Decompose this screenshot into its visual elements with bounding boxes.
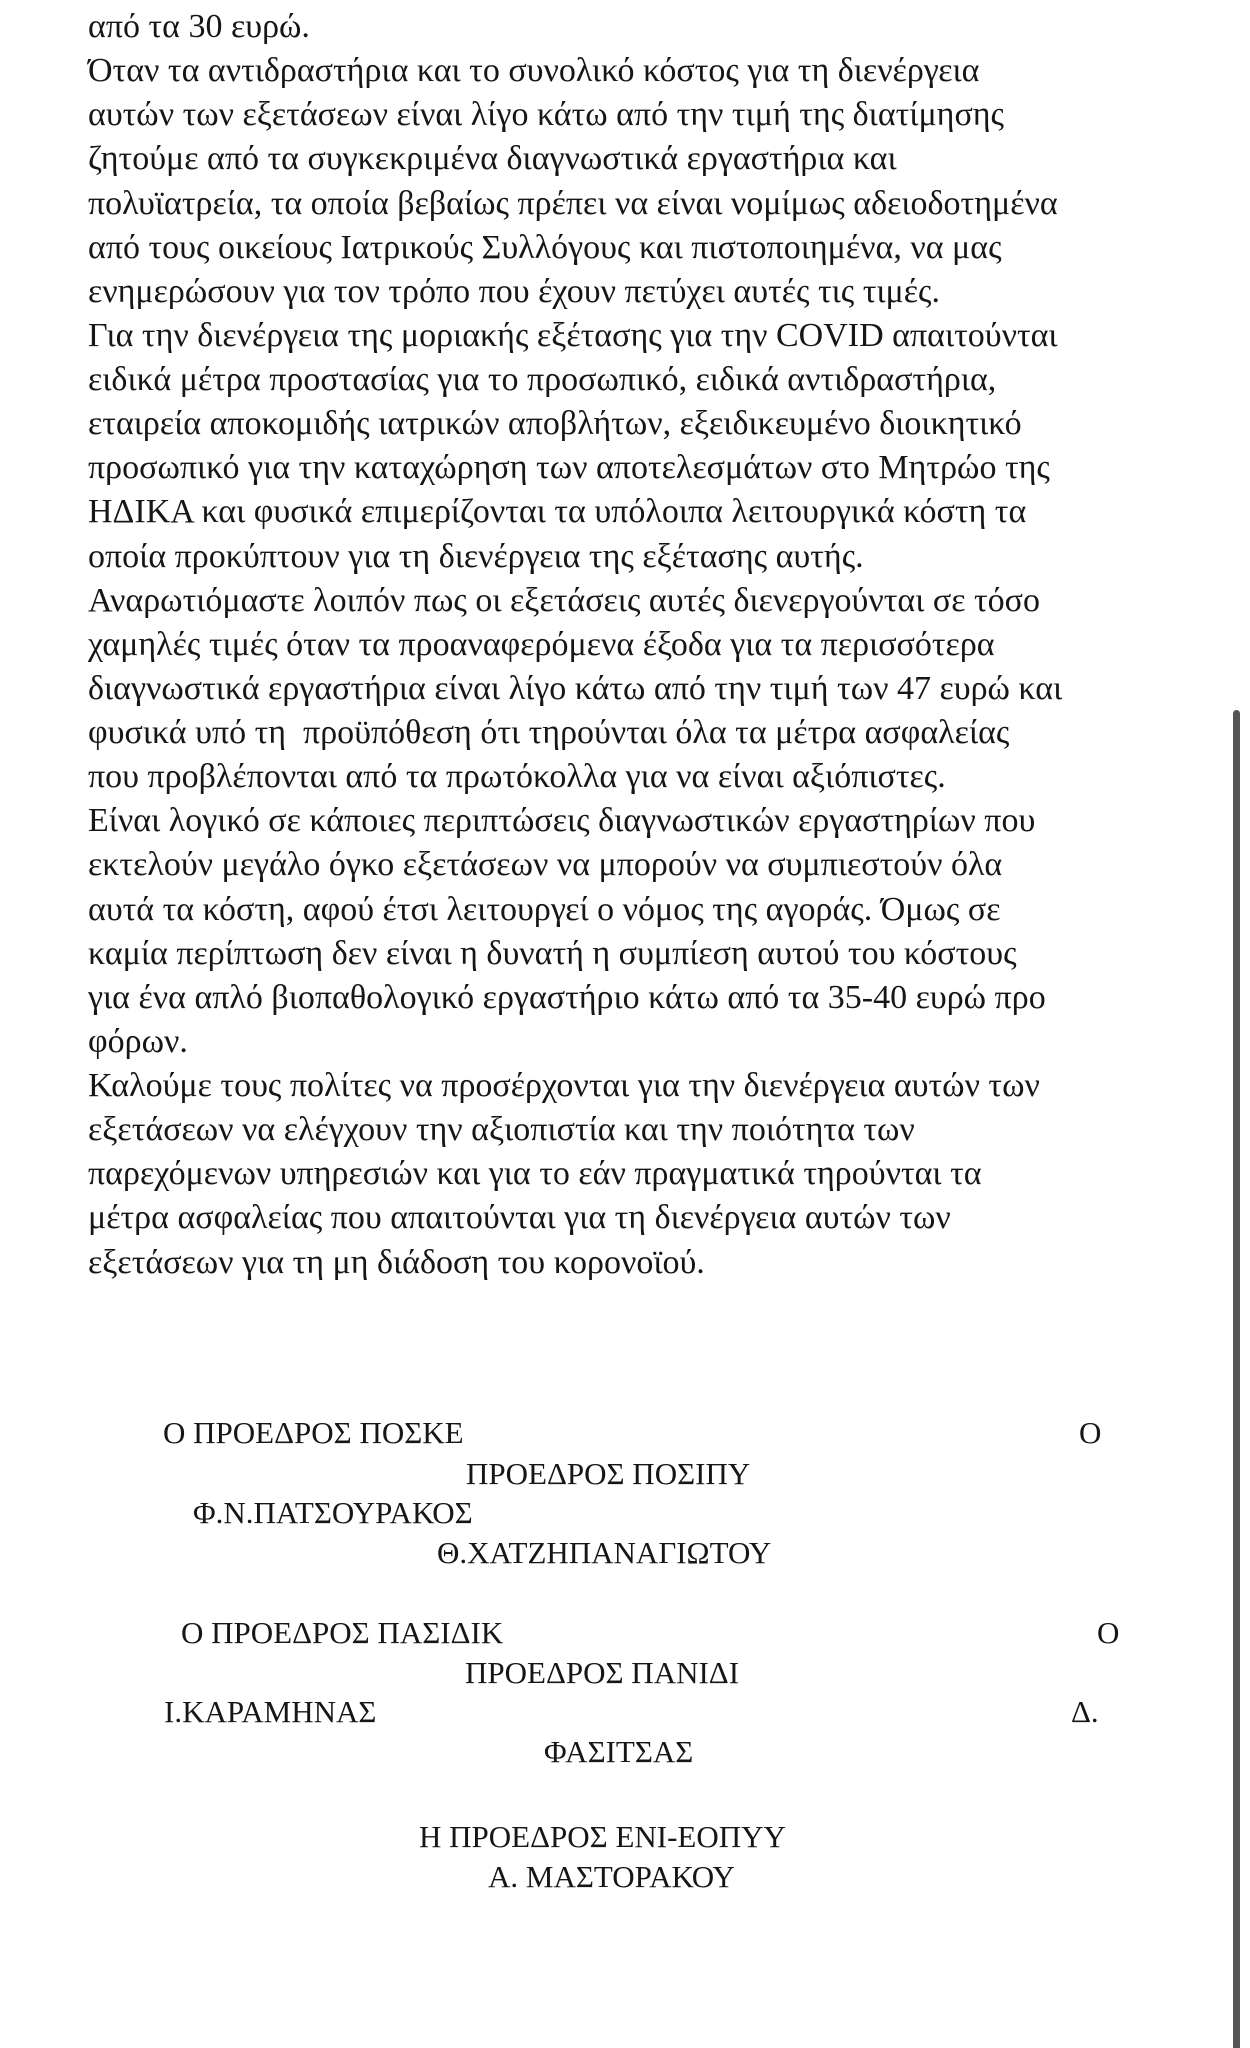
- body-line: εκτελούν μεγάλο όγκο εξετάσεων να μπορούν να συμπιεστούν όλα: [88, 846, 1003, 884]
- body-line: ειδικά μέτρα προστασίας για το προσωπικό, ειδικά αντιδραστήρια,: [88, 361, 997, 398]
- body-line: Αναρωτιόμαστε λοιπόν πως οι εξετάσεις αυτές διενεργούνται σε τόσο: [88, 581, 1040, 619]
- panidi-president-article: Ο: [1097, 1615, 1120, 1650]
- body-line: μέτρα ασφαλείας που απαιτούνται για τη διενέργεια αυτών των: [88, 1199, 951, 1237]
- body-line: ΗΔΙΚΑ και φυσικά επιμερίζονται τα υπόλοιπα λειτουργικά κόστη τα: [88, 493, 1027, 531]
- body-line: διαγνωστικά εργαστήρια είναι λίγο κάτω από την τιμή των 47 ευρώ και: [88, 669, 1063, 707]
- body-line: καμία περίπτωση δεν είναι η δυνατή η συμπίεση αυτού του κόστους: [88, 934, 1017, 972]
- body-line: αυτά τα κόστη, αφού έτσι λειτουργεί ο νόμος της αγοράς. Όμως σε: [88, 890, 1001, 928]
- body-line: φόρων.: [88, 1022, 188, 1060]
- vertical-scrollbar[interactable]: [1233, 710, 1240, 2048]
- posipy-president-name: Θ.ΧΑΤΖΗΠΑΝΑΓΙΩΤΟΥ: [437, 1535, 772, 1570]
- posipy-president-title: ΠΡΟΕΔΡΟΣ ΠΟΣΙΠΥ: [466, 1456, 751, 1491]
- panidi-president-name: ΦΑΣΙΤΣΑΣ: [544, 1734, 694, 1769]
- poske-president-title: Ο ΠΡΟΕΔΡΟΣ ΠΟΣΚΕ: [163, 1415, 464, 1450]
- pasidik-president-title: Ο ΠΡΟΕΔΡΟΣ ΠΑΣΙΔΙΚ: [181, 1615, 504, 1650]
- body-line: πολυϊατρεία, τα οποία βεβαίως πρέπει να είναι νομίμως αδειοδοτημένα: [88, 184, 1058, 222]
- body-line: εξετάσεων για τη μη διάδοση του κορονοϊού.: [88, 1243, 705, 1281]
- body-line: από τα 30 ευρώ.: [88, 8, 310, 45]
- body-line: που προβλέπονται από τα πρωτόκολλα για να είναι αξιόπιστες.: [88, 758, 946, 796]
- body-line: παρεχόμενων υπηρεσιών και για το εάν πραγματικά τηρούνται τα: [88, 1155, 982, 1193]
- eni-eopyy-president-name: Α. ΜΑΣΤΟΡΑΚΟΥ: [488, 1859, 735, 1894]
- panidi-president-initial: Δ.: [1071, 1694, 1099, 1729]
- body-line: ενημερώσουν για τον τρόπο που έχουν πετύχει αυτές τις τιμές.: [88, 272, 941, 310]
- body-line: εταιρεία αποκομιδής ιατρικών αποβλήτων, εξειδικευμένο διοικητικό: [88, 405, 1022, 443]
- body-line: για ένα απλό βιοπαθολογικό εργαστήριο κάτω από τα 35-40 ευρώ προ: [88, 978, 1046, 1016]
- panidi-president-title: ΠΡΟΕΔΡΟΣ ΠΑΝΙΔΙ: [465, 1655, 740, 1690]
- eni-eopyy-president-title: Η ΠΡΟΕΔΡΟΣ ΕΝΙ-ΕΟΠΥΥ: [419, 1819, 786, 1854]
- body-line: ζητούμε από τα συγκεκριμένα διαγνωστικά εργαστήρια και: [88, 140, 897, 178]
- body-line: από τους οικείους Ιατρικούς Συλλόγους και πιστοποιημένα, να μας: [88, 228, 1002, 266]
- body-line: οποία προκύπτουν για τη διενέργεια της εξέτασης αυτής.: [88, 537, 864, 575]
- body-line: προσωπικό για την καταχώρηση των αποτελεσμάτων στο Μητρώο της: [88, 449, 1050, 487]
- body-line: Όταν τα αντιδραστήρια και το συνολικό κόστος για τη διενέργεια: [88, 52, 980, 90]
- body-line: Είναι λογικό σε κάποιες περιπτώσεις διαγνωστικών εργαστηρίων που: [88, 802, 1036, 840]
- body-line: εξετάσεων να ελέγχουν την αξιοπιστία και την ποιότητα των: [88, 1111, 915, 1149]
- pasidik-president-name: Ι.ΚΑΡΑΜΗΝΑΣ: [164, 1694, 377, 1729]
- document-body: [88, 5, 1218, 1285]
- body-line: χαμηλές τιμές όταν τα προαναφερόμενα έξοδα για τα περισσότερα: [88, 625, 995, 663]
- body-line: Καλούμε τους πολίτες να προσέρχονται για την διενέργεια αυτών των: [88, 1067, 1040, 1104]
- body-line: φυσικά υπό τη προϋπόθεση ότι τηρούνται όλα τα μέτρα ασφαλείας: [88, 714, 1010, 751]
- body-line: Για την διενέργεια της μοριακής εξέτασης για την COVID απαιτούνται: [88, 316, 1058, 354]
- posipy-president-article: Ο: [1079, 1415, 1102, 1450]
- body-line: αυτών των εξετάσεων είναι λίγο κάτω από την τιμή της διατίμησης: [88, 96, 1005, 134]
- poske-president-name: Φ.Ν.ΠΑΤΣΟΥΡΑΚΟΣ: [193, 1495, 473, 1530]
